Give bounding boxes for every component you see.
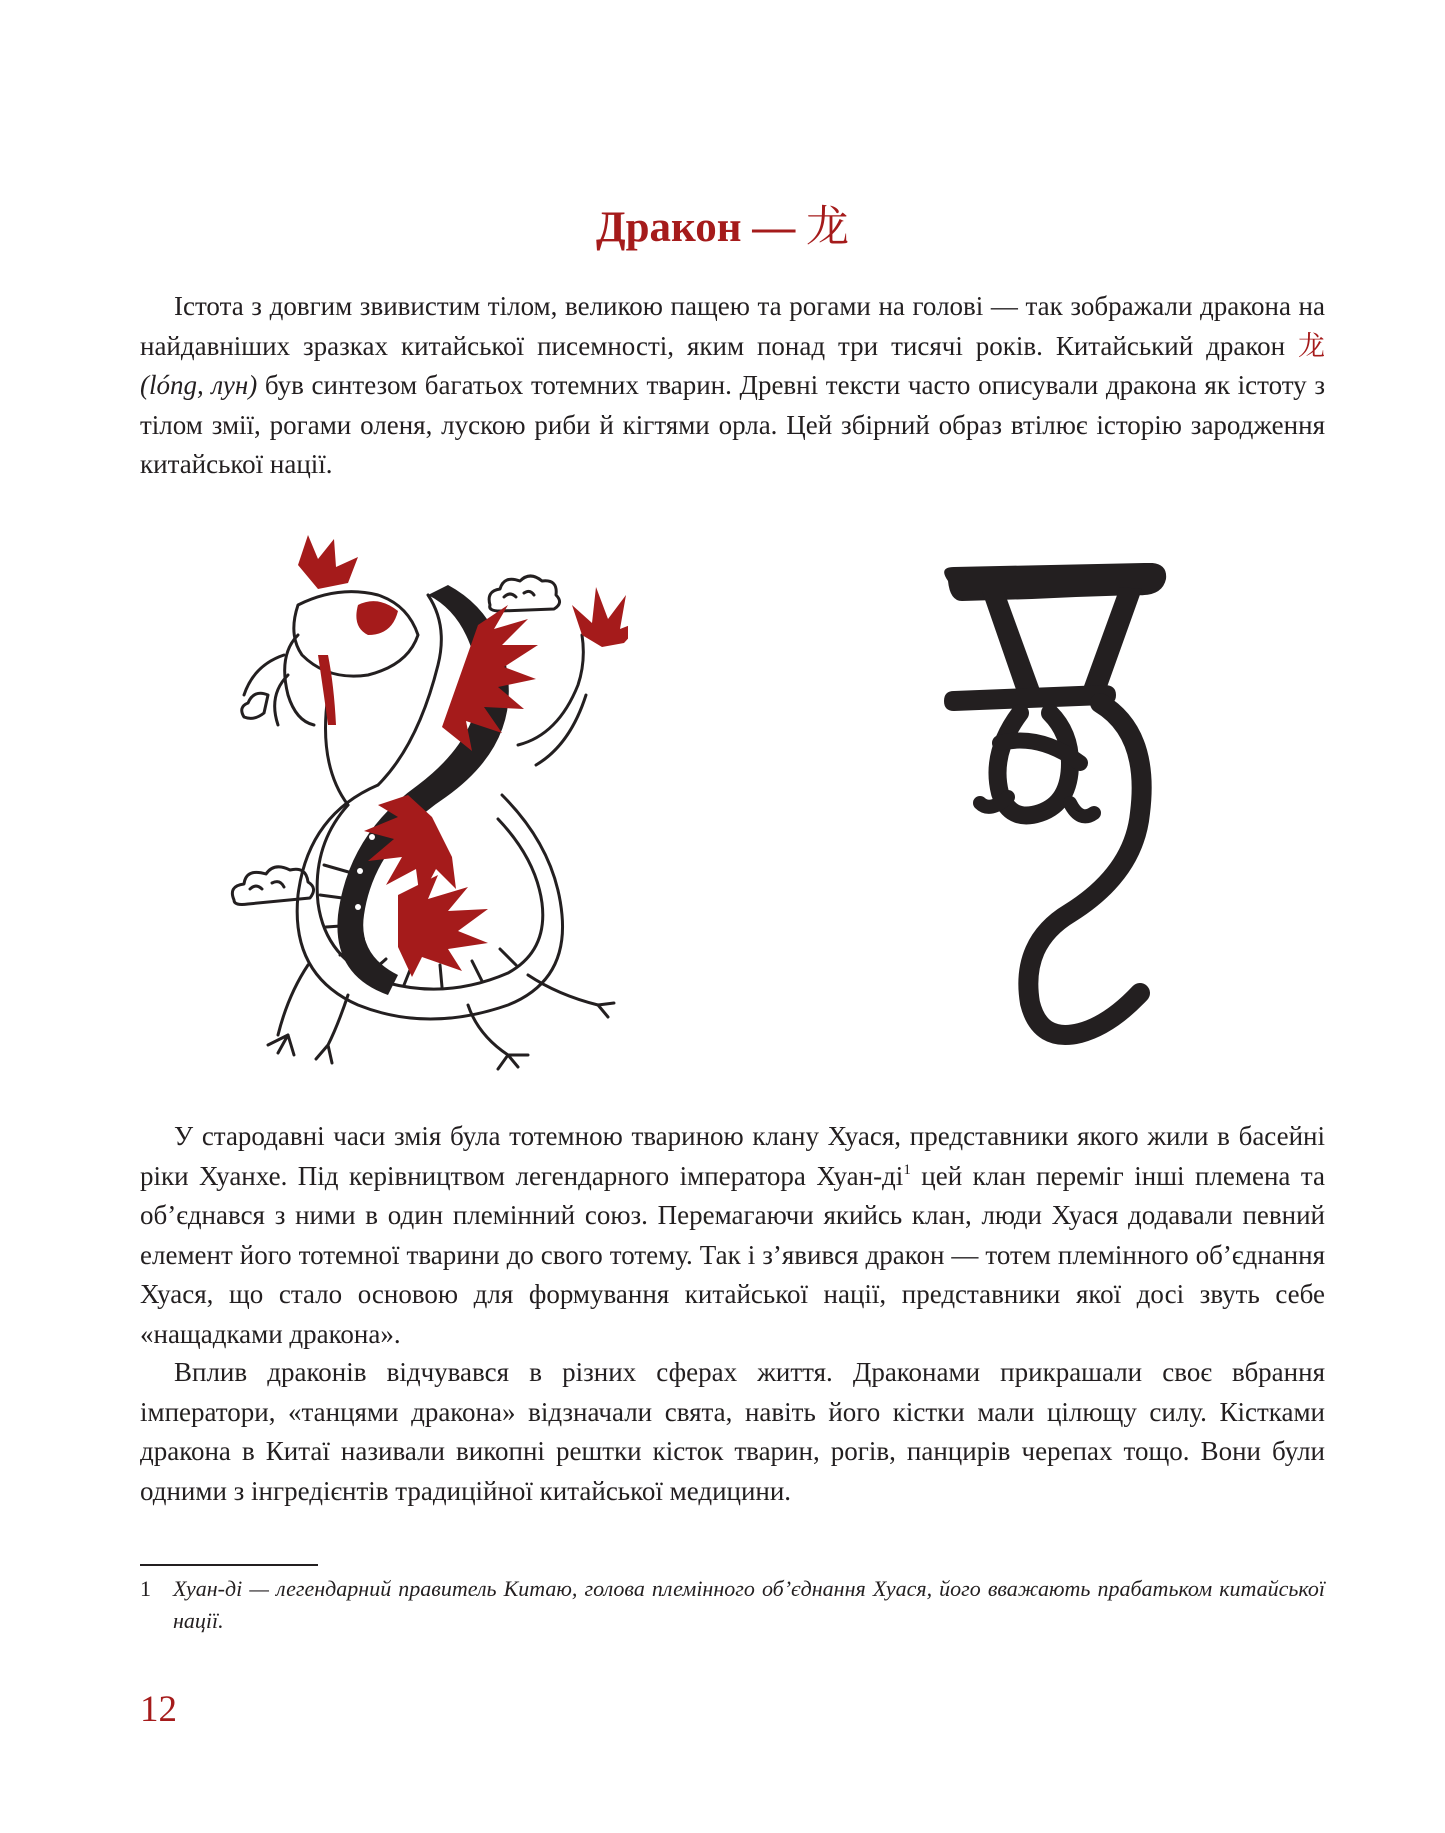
tail-flame [572,587,628,647]
influence-paragraph: Вплив драконів відчувався в різних сферах життя. Драконами прикрашали своє вбрання імператори, «танцями дракона» відзначали свята, навіть його кістки мали цілющу силу. Кістками дракона в Китаї називали викопні рештки кісток тварин, рогів, панцирів черепах тощо. Вони були одними з інгредієнтів традиційної китайської медицини. [140,1357,1325,1506]
page-title [0,200,1445,256]
title-hanzi: 龙 [805,204,849,251]
dragon-hanzi: 龙 [1298,330,1325,361]
dragon-pinyin: (lóng, лун) [140,370,258,400]
intro-paragraph [140,287,1325,485]
page-number: 12 [140,1689,177,1730]
title-text: Дракон — [596,204,806,251]
dragon-glyph-drawing [940,563,1175,1053]
footnote-text: Хуан-ді — легендарний правитель Китаю, голова племінного об’єднання Хуася, його вважають прабатьком китайської нації. [173,1576,1325,1633]
dragon-illustration [228,535,628,1075]
history-text-start: У стародавні часи змія була тотемною твариною клану Хуася, представники якого жили в басейні ріки Хуанхе. Під керівництвом легендарного імператора Хуан-ді [140,1121,1325,1191]
intro-text-end: був синтезом багатьох тотемних тварин. Древні тексти часто описували дракона як істоту з тілом змії, рогами оленя, лускою риби й кігтями орла. Цей збірний образ втілює історію зародження китайської нації. [140,370,1326,479]
oracle-bone-glyph [940,563,1175,1053]
dragon-drawing [228,535,628,1075]
history-paragraph [140,1117,1325,1354]
glyph-middle-bar [944,685,1116,711]
history-text-end: цей клан переміг інші племена та об’єднався з ними в один племінний союз. Перемагаючи якийсь клан, люди Хуася додавали певний елемент його тотемної тварини до свого тотему. Так і з’явився дракон — тотем племінного об’єднання Хуася, що стало основою для формування китайської нації, представники якої досі звуть себе «нащадками дракона». [140,1160,1325,1349]
footnote-number: 1 [140,1576,151,1601]
footnote-reference[interactable]: 1 [903,1161,911,1178]
head-crest [298,535,358,589]
intro-text-start: Істота з довгим звивистим тілом, великою пащею та рогами на голові — так зображали дракона на найдавніших зразках китайської писемності, яким понад три тисячі років. Китайський дракон [140,291,1325,361]
footnote [140,1573,1325,1637]
footnote-divider [140,1564,318,1566]
